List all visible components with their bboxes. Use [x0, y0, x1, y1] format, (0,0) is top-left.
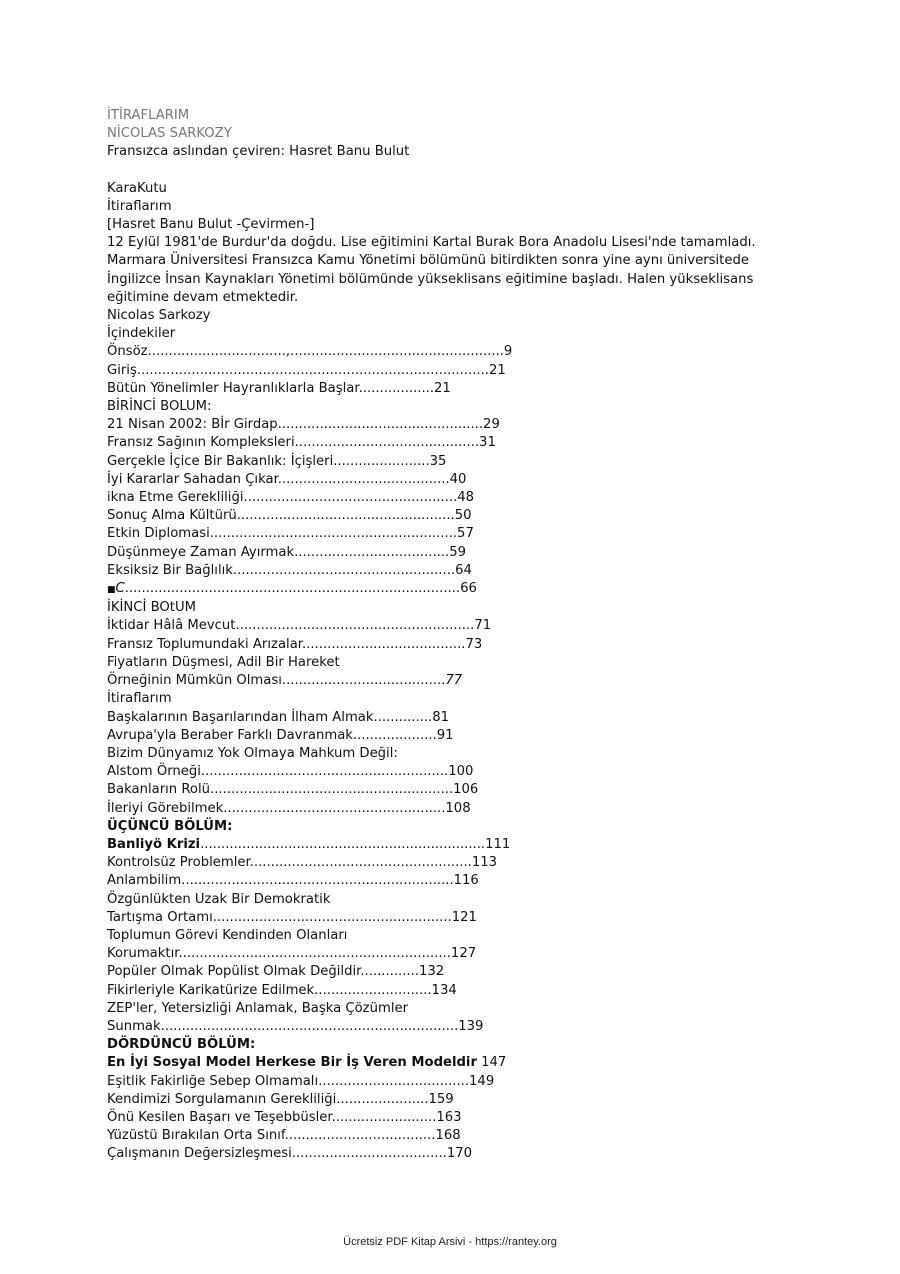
toc-entry: İyi Kararlar Sahadan Çıkar.........................................40	[107, 471, 467, 487]
toc-entry: Fikirleriyle Karikatürize Edilmek............................134	[107, 982, 457, 998]
toc-entry: Avrupa'yla Beraber Farklı Davranmak....................91	[107, 727, 454, 743]
toc-entry: İtiraflarım	[107, 691, 172, 707]
toc-entry: Özgünlükten Uzak Bir Demokratik	[107, 891, 331, 907]
translator-label: [Hasret Banu Bulut -Çevirmen-]	[107, 217, 315, 233]
translator-bio: 12 Eylül 1981'de Burdur'da doğdu. Lise eğitimini Kartal Burak Bora Anadolu Lisesi'nde tamamladı. Marmara Üniversitesi Fransızca Kamu Yönetimi bölümünü bitirdikten sonra yine aynı üniversitede İngilizce İnsan Kaynakları Yönetimi bölümünde yükseklisans eğitimine başladı. Halen yükseklisans eğitimine devam etmektedir.	[107, 235, 756, 305]
part-three-heading: ÜÇÜNCÜ BÖLÜM:	[107, 818, 233, 834]
toc-entry: Etkin Diplomasi...........................................................57	[107, 526, 474, 542]
square-glyph: ■	[107, 585, 116, 596]
toc-entry: Bizim Dünyamız Yok Olmaya Mahkum Değil:	[107, 745, 398, 761]
translator-credit: Fransızca aslından çeviren: Hasret Banu Bulut	[107, 144, 410, 160]
toc-entry: Bakanların Rolü..........................................................106	[107, 782, 479, 798]
toc-entry: Giriş....................................................................................21	[107, 362, 506, 378]
toc-entry-text: Örneğinin Mümkün Olması.......................................	[107, 673, 446, 689]
toc-entry: Yüzüstü Bırakılan Orta Sınıf....................................168	[107, 1128, 461, 1144]
toc-list-4	[107, 854, 787, 1036]
toc-entry: Eşitlik Fakirliğe Sebep Olmamalı....................................149	[107, 1073, 495, 1089]
book-author: NİCOLAS SARKOZY	[107, 126, 232, 142]
toc-list-3	[107, 690, 787, 817]
special-letter: C	[115, 581, 125, 597]
toc-entry: Düşünmeye Zaman Ayırmak.....................................59	[107, 544, 466, 560]
part-four-heading: DÖRDÜNCÜ BÖLÜM:	[107, 1037, 256, 1053]
toc-entry: Başkalarının Başarılarından İlham Almak..............81	[107, 709, 449, 725]
toc-entry: ikna Etme Gerekliliği...................................................48	[107, 490, 475, 506]
toc-entry: Çalışmanın Değersizleşmesi.....................................170	[107, 1146, 473, 1162]
toc-entry: Gerçekle İçice Bir Bakanlık: İçişleri.......................35	[107, 453, 447, 469]
toc-entry: Korumaktır.................................................................127	[107, 946, 477, 962]
toc-entry: Popüler Olmak Popülist Olmak Değildir..............132	[107, 964, 445, 980]
toc-entry: İktidar Hâlâ Mevcut.........................................................71	[107, 618, 492, 634]
toc-entry: Sunmak.......................................................................139	[107, 1018, 484, 1034]
special-dots: ................................................................................66	[124, 581, 477, 597]
toc-part-heading: BİRİNCİ BOLUM:	[107, 399, 212, 415]
toc-entry	[107, 1054, 787, 1072]
book-name: İtiraflarım	[107, 198, 172, 214]
toc-entry-special	[107, 580, 787, 599]
document-page	[107, 107, 787, 1164]
toc-list-5	[107, 1073, 787, 1164]
book-title: İTİRAFLARIM	[107, 108, 190, 123]
toc-entry: 21 Nisan 2002: Bİr Girdap.................................................29	[107, 417, 500, 433]
toc-entry: Fiyatların Düşmesi, Adil Bir Hareket	[107, 654, 340, 670]
toc-entry: İleriyi Görebilmek.....................................................108	[107, 800, 471, 816]
toc-list-1	[107, 343, 787, 580]
toc-entry-title: Banliyö Krizi	[107, 836, 201, 852]
toc-entry-page: 147	[476, 1055, 507, 1071]
toc-entry: Sonuç Alma Kültürü....................................................50	[107, 508, 472, 524]
toc-list-2	[107, 599, 787, 672]
toc-entry: Önsöz.................................,...................................................9	[107, 344, 513, 360]
toc-entry: ZEP'ler, Yetersizliği Anlamak, Başka Çözümler	[107, 1000, 409, 1016]
toc-entry: Önü Kesilen Başarı ve Teşebbüsler.........................163	[107, 1109, 462, 1125]
toc-entry: Tartışma Ortamı.........................................................121	[107, 909, 477, 925]
toc-entry-dots: ....................................................................111	[200, 836, 511, 852]
toc-entry: Toplumun Görevi Kendinden Olanları	[107, 927, 348, 943]
publisher: KaraKutu	[107, 180, 167, 196]
author-name: Nicolas Sarkozy	[107, 308, 211, 324]
toc-entry: Eksiksiz Bir Bağlılık.....................................................64	[107, 562, 472, 578]
page-footer: Ücretsiz PDF Kitap Arsivi - https://rantey.org	[343, 1236, 557, 1248]
toc-entry	[107, 836, 787, 854]
toc-entry: Anlambilim.................................................................116	[107, 873, 479, 889]
toc-entry-page: 77	[445, 673, 463, 689]
toc-entry: Bütün Yönelimler Hayranlıklarla Başlar..................21	[107, 380, 451, 396]
toc-entry: Alstom Örneği...........................................................100	[107, 764, 474, 780]
toc-entry-title: En İyi Sosyal Model Herkese Bir İş Veren Modeldir	[107, 1055, 477, 1071]
toc-entry	[107, 672, 787, 690]
toc-entry: Fransız Sağının Kompleksleri............................................31	[107, 435, 496, 451]
toc-part-heading: İKİNCİ BOtUM	[107, 600, 196, 616]
toc-entry: Kendimizi Sorgulamanın Gerekliliği......................159	[107, 1091, 454, 1107]
toc-entry: Kontrolsüz Problemler.....................................................113	[107, 855, 498, 871]
toc-entry: Fransız Toplumundaki Arızalar.......................................73	[107, 636, 483, 652]
toc-heading: İçindekiler	[107, 326, 176, 342]
